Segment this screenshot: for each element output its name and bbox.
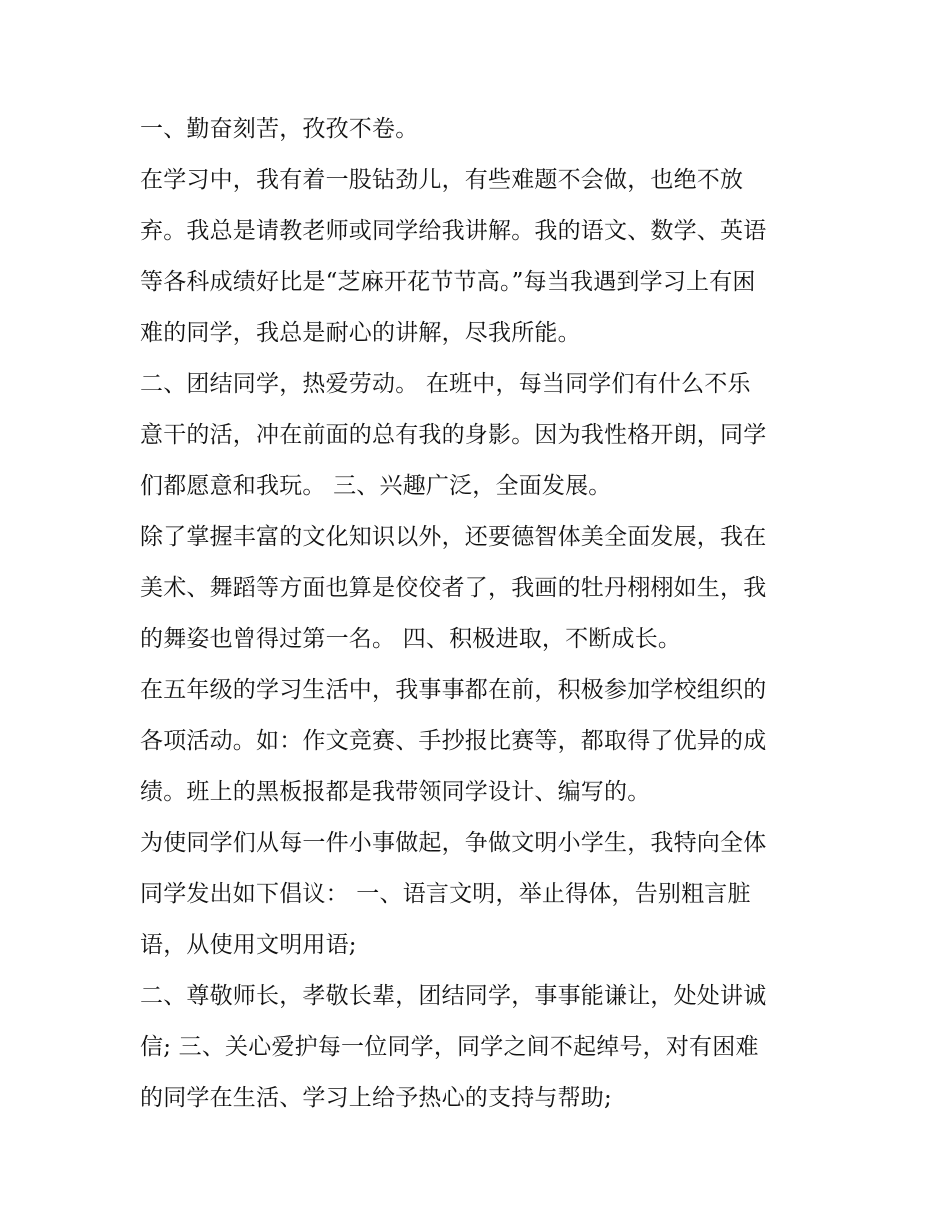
text-line: 各项活动。如：作文竞赛、手抄报比赛等，都取得了优异的成	[140, 728, 767, 754]
text-line: 在五年级的学习生活中，我事事都在前，积极参加学校组织的	[140, 677, 767, 703]
text-line: 美术、舞蹈等方面也算是佼佼者了，我画的牡丹栩栩如生，我	[140, 575, 767, 601]
document-body	[140, 104, 820, 1124]
text-line: 二、尊敬师长，孝敬长辈，团结同学，事事能谦让，处处讲诚	[140, 983, 767, 1009]
text-line: 们都愿意和我玩。 三、兴趣广泛，全面发展。	[140, 473, 612, 499]
text-line: 的舞姿也曾得过第一名。 四、积极进取，不断成长。	[140, 626, 682, 652]
text-line: 信; 三、关心爱护每一位同学，同学之间不起绰号，对有困难	[140, 1034, 759, 1060]
text-line: 为使同学们从每一件小事做起，争做文明小学生，我特向全体	[140, 830, 767, 856]
text-line: 难的同学，我总是耐心的讲解，尽我所能。	[140, 320, 581, 346]
text-line: 的同学在生活、学习上给予热心的支持与帮助;	[140, 1085, 612, 1111]
text-line: 语，从使用文明用语;	[140, 932, 357, 958]
text-line: 同学发出如下倡议： 一、语言文明，举止得体，告别粗言脏	[140, 881, 751, 907]
text-line: 在学习中，我有着一股钻劲儿，有些难题不会做，也绝不放	[140, 167, 744, 193]
text-line: 除了掌握丰富的文化知识以外，还要德智体美全面发展，我在	[140, 524, 767, 550]
text-line: 二、团结同学，热爱劳动。 在班中，每当同学们有什么不乐	[140, 371, 751, 397]
text-line: 等各科成绩好比是“芝麻开花节节高。”每当我遇到学习上有困	[140, 269, 756, 295]
text-line: 弃。我总是请教老师或同学给我讲解。我的语文、数学、英语	[140, 218, 767, 244]
text-line: 意干的活，冲在前面的总有我的身影。因为我性格开朗，同学	[140, 422, 767, 448]
text-line: 一、勤奋刻苦，孜孜不卷。	[140, 116, 419, 142]
text-line: 绩。班上的黑板报都是我带领同学设计、编写的。	[140, 779, 651, 805]
